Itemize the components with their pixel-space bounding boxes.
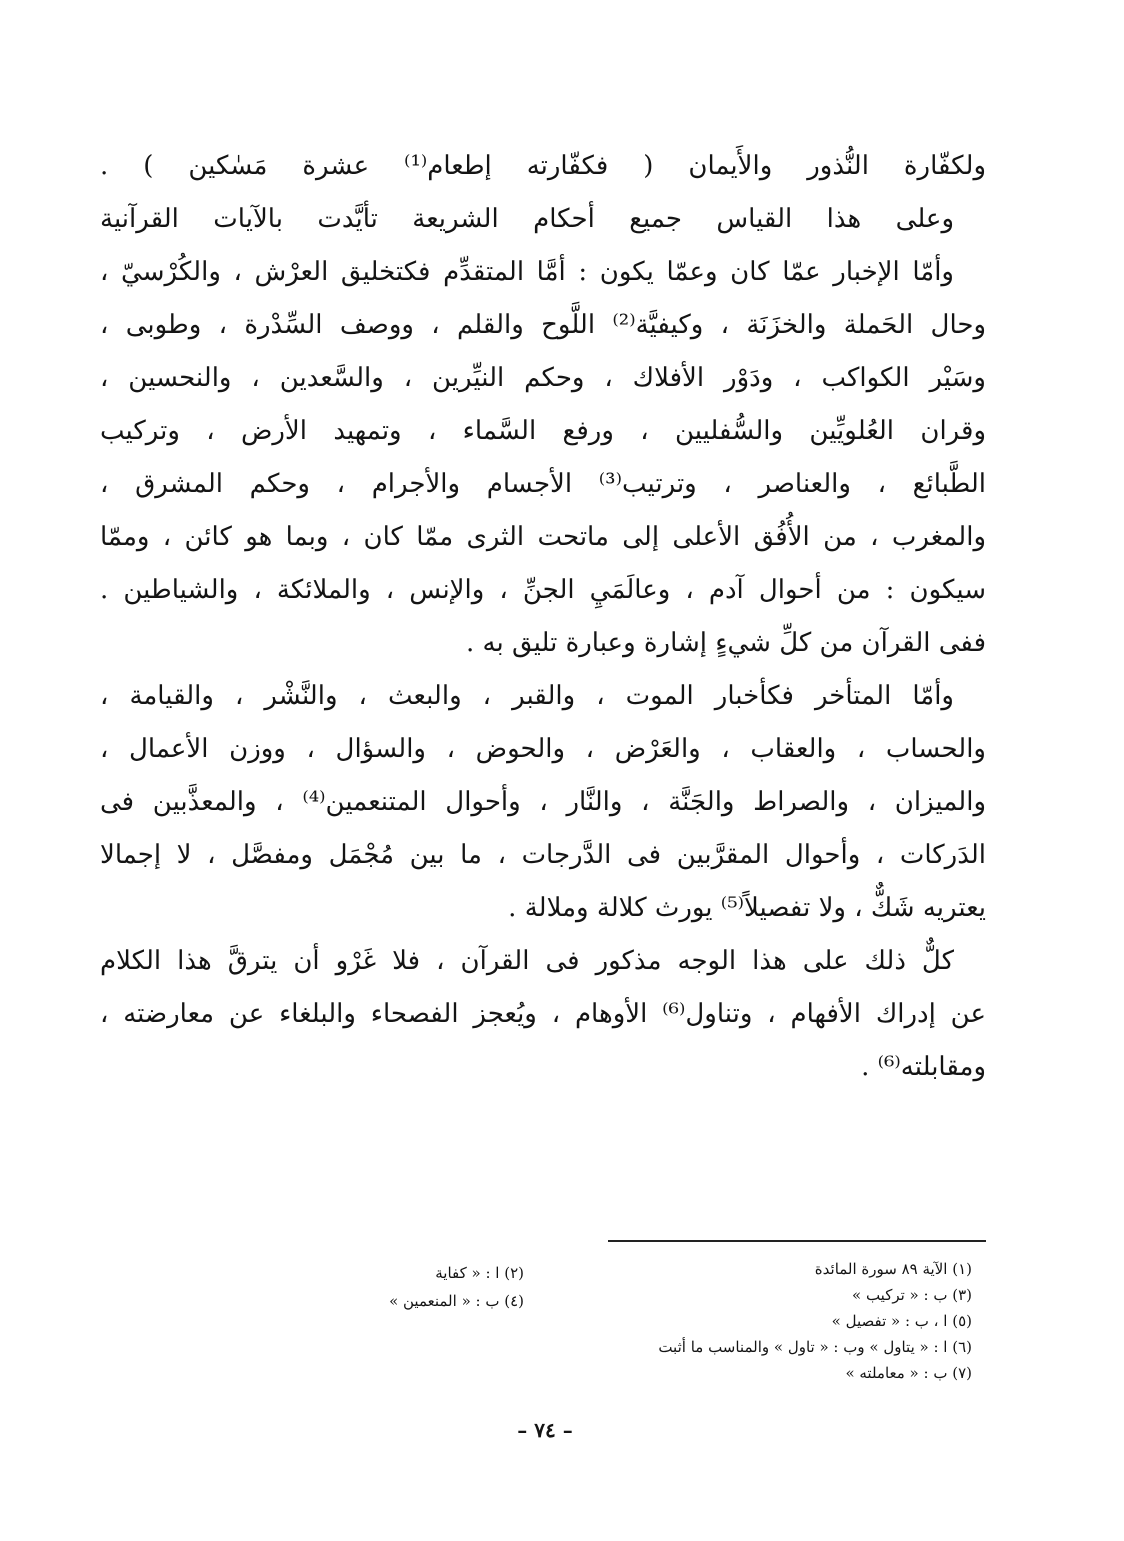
text-line: ولكفّارة النُّذور والأَيمان ( فكفّارته إطعام⁽¹⁾ عشرة مَسٰكين ) .	[100, 151, 986, 181]
text-line: ومقابلته⁽⁶⁾ .	[861, 1052, 986, 1082]
footnote-3: (٣) ب : « تركيب »	[852, 1286, 972, 1304]
text-line: يعتريه شَكٌّ ، ولا تفصيلاً⁽⁵⁾ يورث كلالة وملالة .	[508, 893, 986, 923]
text-line: الطَّبائع ، والعناصر ، وترتيب⁽³⁾ الأجسام والأجرام ، وحكم المشرق ،	[100, 469, 986, 499]
page-number: – ٧٤ –	[517, 1418, 573, 1442]
text-line: وقران العُلويِّين والسُّفليين ، ورفع السَّماء ، وتمهيد الأرض ، وتركيب	[100, 416, 986, 446]
text-line: والمغرب ، من الأُفُق الأعلى إلى ماتحت الثرى ممّا كان ، وبما هو كائن ، وممّا	[100, 522, 986, 552]
text-line: وسَيْر الكواكب ، ودَوْر الأفلاك ، وحكم النيِّرين ، والسَّعدين ، والنحسين ،	[100, 363, 986, 393]
text-line: ففى القرآن من كلِّ شيءٍ إشارة وعبارة تليق به .	[466, 628, 986, 658]
footnote-divider	[608, 1240, 986, 1242]
text-line: والحساب ، والعقاب ، والعَرْض ، والحوض ، والسؤال ، ووزن الأعمال ،	[100, 734, 986, 764]
footnote-7: (٧) ب : « معاملته »	[845, 1364, 972, 1382]
footnote-1: (١) الآية ٨٩ سورة المائدة	[814, 1260, 972, 1278]
body-text	[100, 140, 986, 1094]
text-line: والميزان ، والصراط والجَنَّة ، والنَّار ، وأحوال المتنعمين⁽⁴⁾ ، والمعذَّبين فى	[100, 787, 986, 817]
footnote-5: (٥) ا ، ب : « تفصيل »	[831, 1312, 972, 1330]
text-line: وعلى هذا القياس جميع أحكام الشريعة تأيَّدت بالآيات القرآنية	[100, 204, 954, 234]
text-line: الدَركات ، وأحوال المقرَّبين فى الدَّرجات ، ما بين مُجْمَل ومفصَّل ، لا إجمالا	[100, 840, 986, 870]
text-line: كلٌّ ذلك على هذا الوجه مذكور فى القرآن ، فلا غَرْو أن يترقَّ هذا الكلام	[100, 946, 954, 976]
text-line: سيكون : من أحوال آدم ، وعالَمَيِ الجنِّ ، والإنس ، والملائكة ، والشياطين .	[100, 575, 986, 605]
footnote-6: (٦) ا : « يتاول » وب : « تاول » والمناسب ما أثبت	[658, 1338, 972, 1356]
text-line: وحال الحَملة والخزَنَة ، وكيفيَّة⁽²⁾ اللَّوح والقلم ، ووصف السِّدْرة ، وطوبى ،	[100, 310, 986, 340]
text-line: وأمّا المتأخر فكأخبار الموت ، والقبر ، والبعث ، والنَّشْر ، والقيامة ،	[100, 681, 954, 711]
footnote-4: (٤) ب : « المنعمين »	[389, 1292, 524, 1310]
text-line: وأمّا الإخبار عمّا كان وعمّا يكون : أمَّا المتقدِّم فكتخليق العرْش ، والكُرْسيّ ،	[100, 257, 954, 287]
footnote-2: (٢) ا : « كفاية	[435, 1264, 524, 1282]
text-line: عن إدراك الأفهام ، وتناول⁽⁶⁾ الأوهام ، ويُعجز الفصحاء والبلغاء عن معارضته ،	[100, 999, 986, 1029]
